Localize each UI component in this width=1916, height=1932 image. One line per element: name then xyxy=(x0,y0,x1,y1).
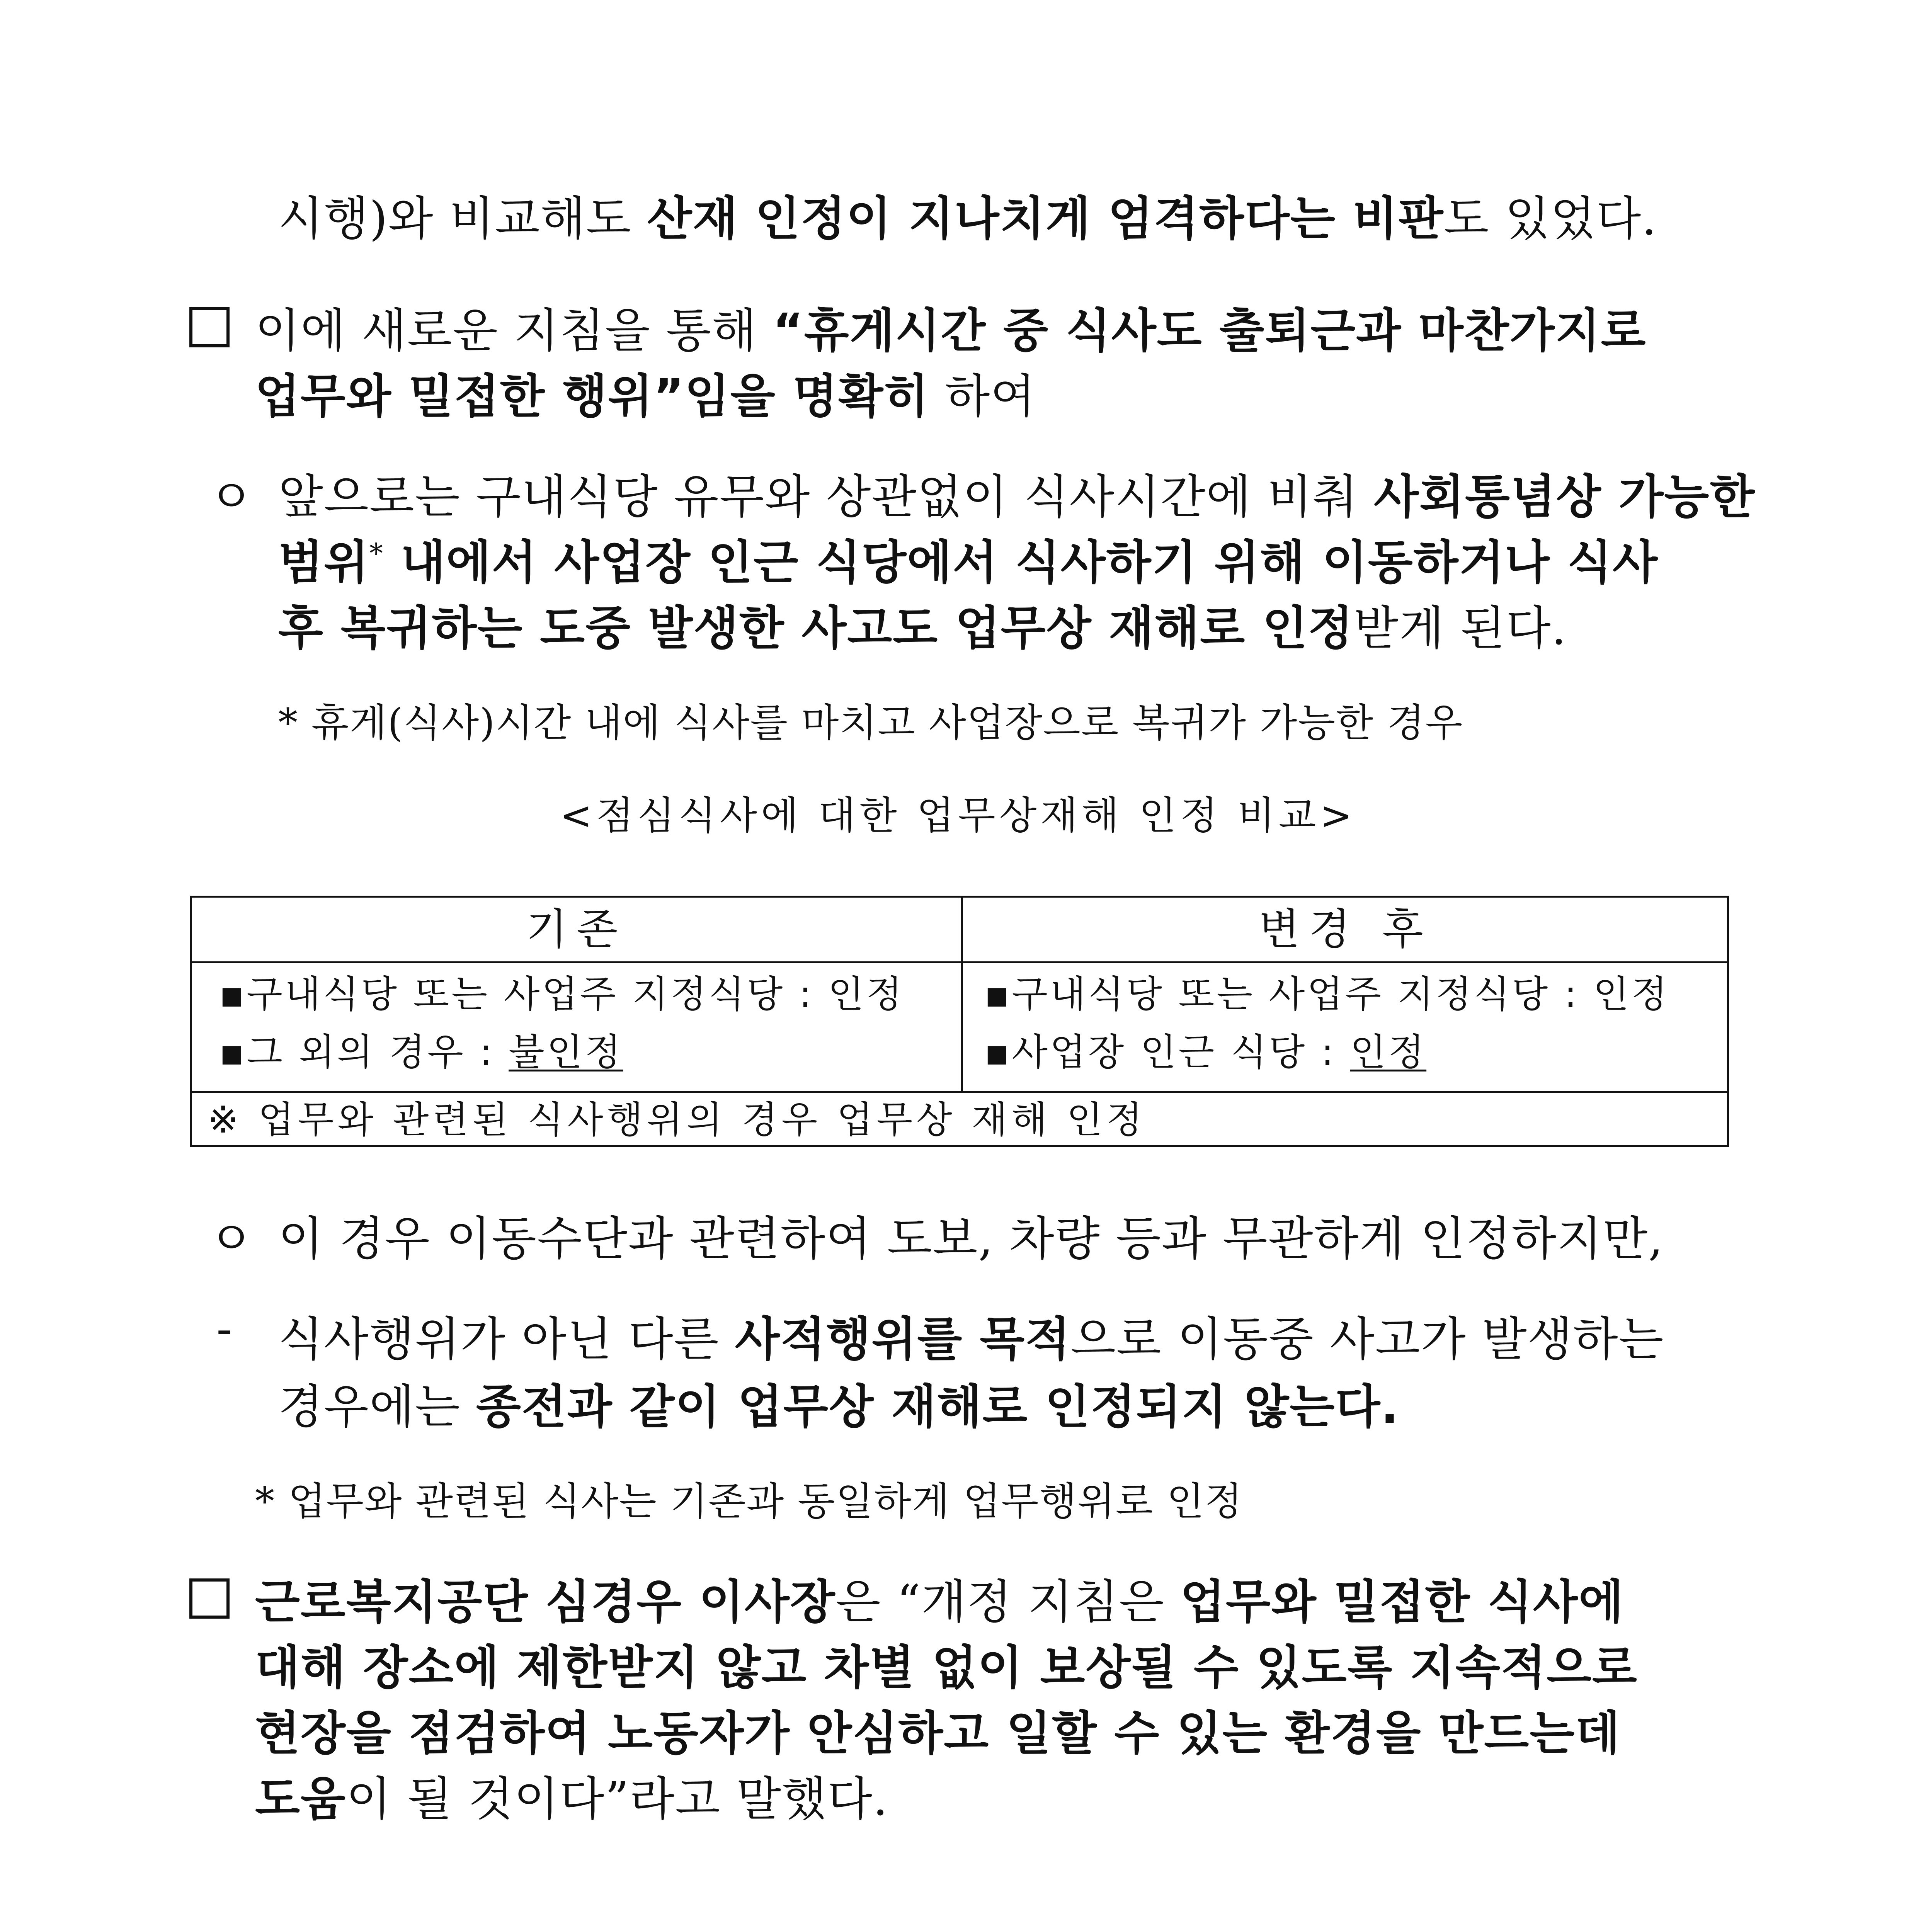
table-footer-note: ※ 업무와 관련된 식사행위의 경우 업무상 재해 인정 xyxy=(208,1098,1146,1141)
paragraph-line xyxy=(278,1370,1399,1436)
bold-text: 내에서 사업장 인근 식당에서 식사하기 위해 이동하거나 식사 xyxy=(383,536,1659,590)
bold-text: “휴게시간 중 식사도 출퇴근과 마찬가지로 xyxy=(773,304,1647,358)
text: 식사행위가 아닌 다른 xyxy=(278,1313,735,1366)
paragraph-line xyxy=(255,1565,1624,1631)
table-header-after: 변경 후 xyxy=(1259,905,1433,954)
paragraph-line xyxy=(255,359,1036,426)
bold-text: 명확히 xyxy=(793,370,930,423)
text: 경우에는 xyxy=(278,1380,476,1434)
text: 하여 xyxy=(929,370,1036,423)
dash-bullet: - xyxy=(216,1302,233,1356)
underlined-text: 불인정 xyxy=(509,1031,623,1074)
bold-text: 범위 xyxy=(278,536,369,590)
circle-bullet: ㅇ xyxy=(209,470,254,524)
bold-text: 산재 인정이 지나치게 엄격하다는 비판 xyxy=(647,192,1444,246)
table-divider xyxy=(192,961,1727,963)
table-caption: <점심식사에 대한 업무상재해 인정 비교> xyxy=(560,793,1356,838)
table-cell-before-row2 xyxy=(219,1025,623,1079)
table-divider xyxy=(961,898,963,1091)
paragraph-line xyxy=(255,1762,888,1828)
paragraph-line xyxy=(255,1696,1621,1763)
footnote-mark: * xyxy=(369,537,384,569)
bold-text: ”임을 xyxy=(653,370,793,423)
bold-text: 현장을 점검하여 노동자가 안심하고 일할 수 있는 환경을 만드는데 xyxy=(255,1707,1621,1760)
square-bullet-icon xyxy=(189,307,230,347)
bold-text: 대해 장소에 제한받지 않고 차별 없이 보상될 수 있도록 지속적으로 xyxy=(255,1641,1638,1695)
footnote: * 업무와 관련된 식사는 기존과 동일하게 업무행위로 인정 xyxy=(255,1479,1243,1524)
text: 앞으로는 구내식당 유무와 상관없이 식사시간에 비춰 xyxy=(278,470,1374,524)
comparison-table xyxy=(190,896,1729,1147)
paragraph-line xyxy=(278,1302,1664,1369)
text: 이에 새로운 지침을 통해 xyxy=(255,304,773,358)
bold-text: 사적행위를 목적 xyxy=(735,1313,1071,1366)
bold-text: 업무와 밀접한 식사에 xyxy=(1180,1575,1624,1629)
circle-bullet: ㅇ xyxy=(209,1212,254,1266)
text: 이 될 것이다”라고 말했다. xyxy=(346,1772,888,1826)
text: 시행)와 비교해도 xyxy=(278,192,647,246)
paragraph-line xyxy=(278,526,1658,592)
square-bullet-icon xyxy=(189,1578,230,1619)
paragraph-line: 이 경우 이동수단과 관련하여 도보, 차량 등과 무관하게 인정하지만, xyxy=(278,1212,1664,1266)
bold-text: 종전과 같이 업무상 재해로 인정되지 않는다. xyxy=(476,1380,1399,1434)
table-cell-before-row1: ▪구내식당 또는 사업주 지정식당 : 인정 xyxy=(219,973,905,1016)
paragraph-continuation xyxy=(278,182,1657,248)
paragraph-line xyxy=(255,1631,1638,1697)
bold-text: 사회통념상 가능한 xyxy=(1374,470,1756,524)
text: 으로 이동중 사고가 발생하는 xyxy=(1070,1313,1664,1366)
underlined-text: 인정 xyxy=(1350,1031,1427,1074)
table-cell-after-row2 xyxy=(984,1025,1426,1079)
bold-text: 근로복지공단 심경우 이사장 xyxy=(255,1575,836,1629)
table-cell-after-row1: ▪구내식당 또는 사업주 지정식당 : 인정 xyxy=(984,973,1670,1016)
paragraph-line xyxy=(255,294,1646,360)
text: ▪그 외의 경우 : xyxy=(219,1031,509,1074)
text: ▪사업장 인근 식당 : xyxy=(984,1031,1350,1074)
bold-text: 업무와 밀접한 행위 xyxy=(255,370,653,423)
bold-text: 후 복귀하는 도중 발생한 사고도 업무상 재해로 인정 xyxy=(278,602,1354,655)
table-header-before: 기존 xyxy=(526,905,627,954)
paragraph-line xyxy=(278,591,1567,658)
footnote: * 휴게(식사)시간 내에 식사를 마치고 사업장으로 복귀가 가능한 경우 xyxy=(278,700,1463,745)
text: 받게 된다. xyxy=(1353,602,1567,655)
paragraph-line xyxy=(278,460,1755,526)
text: 도 있었다. xyxy=(1444,192,1657,246)
text: 은 “개정 지침은 xyxy=(835,1575,1180,1629)
bold-text: 도움 xyxy=(255,1772,346,1826)
